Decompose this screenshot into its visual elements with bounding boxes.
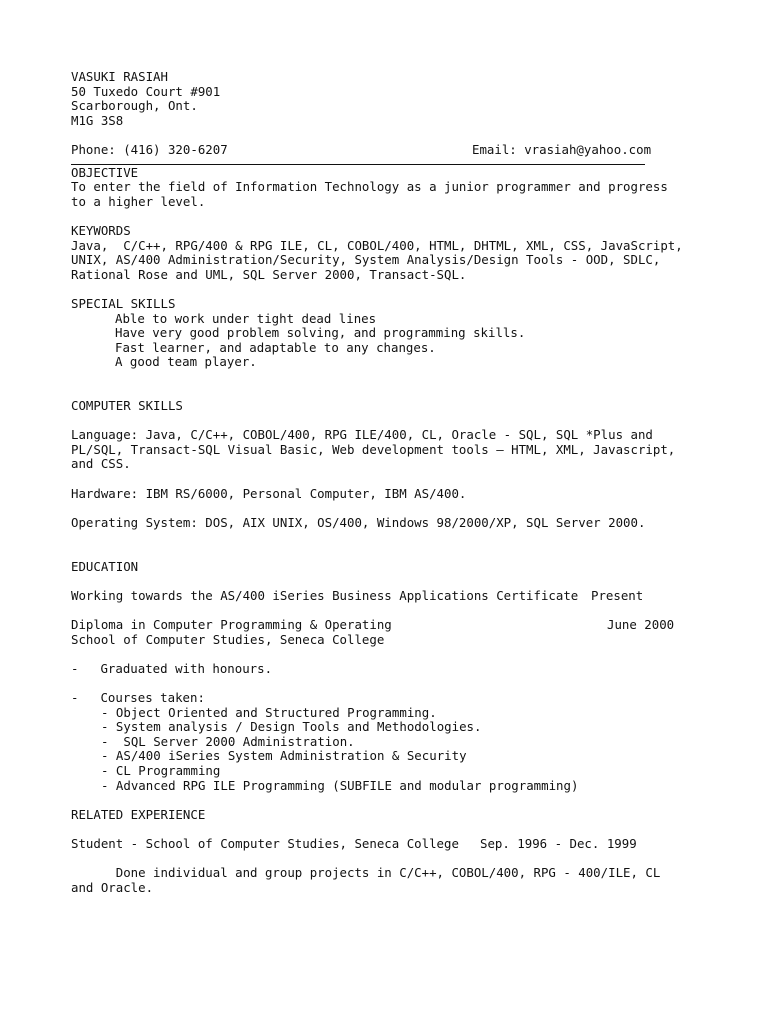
honours-row (71, 662, 711, 677)
special-skills-heading: SPECIAL SKILLS (71, 295, 176, 311)
name: VASUKI RASIAH (71, 69, 168, 84)
address-line-2: Scarborough, Ont. (71, 98, 198, 114)
experience-row (71, 837, 711, 852)
language-line: and CSS. (71, 456, 131, 472)
hardware-line: Hardware: IBM RS/6000, Personal Computer, IBM AS/400. (71, 485, 467, 501)
course-item: - CL Programming (101, 762, 221, 778)
experience-dates: Sep. 1996 - Dec. 1999 (480, 835, 637, 851)
skill-item: Have very good problem solving, and programming skills. (115, 325, 526, 341)
diploma-row (71, 618, 711, 633)
education-heading: EDUCATION (71, 558, 139, 574)
keywords-line: Java, C/C++, RPG/400 & RPG ILE, CL, COBOL/400, HTML, DHTML, XML, CSS, JavaScript, (71, 237, 683, 253)
contact-row (71, 143, 711, 158)
course-item: - AS/400 iSeries System Administration & Security (101, 748, 467, 764)
objective-line: to a higher level. (71, 193, 206, 209)
phone: Phone: (416) 320-6207 (71, 141, 228, 157)
address-line-1: 50 Tuxedo Court #901 (71, 83, 221, 99)
email: Email: vrasiah@yahoo.com (472, 141, 652, 157)
diploma: Diploma in Computer Programming & Operating (71, 616, 392, 632)
objective-heading: OBJECTIVE (71, 164, 139, 180)
postal-code: M1G 3S8 (71, 112, 124, 128)
course-item: - Object Oriented and Structured Programming. (101, 704, 437, 720)
skill-item: Fast learner, and adaptable to any changes. (115, 339, 436, 355)
skill-item: Able to work under tight dead lines (115, 310, 377, 326)
experience-desc: Done individual and group projects in C/C++, COBOL/400, RPG - 400/ILE, CL (71, 865, 661, 881)
resume-page (71, 70, 711, 895)
diploma-date: June 2000 (607, 616, 675, 632)
language-line: Language: Java, C/C++, COBOL/400, RPG ILE/400, CL, Oracle - SQL, SQL *Plus and (71, 427, 653, 443)
keywords-heading: KEYWORDS (71, 222, 131, 238)
courses-label: Courses taken: (100, 689, 205, 705)
certificate-date: Present (591, 587, 644, 603)
course-item: - System analysis / Design Tools and Methodologies. (101, 719, 482, 735)
keywords-line: Rational Rose and UML, SQL Server 2000, Transact-SQL. (71, 266, 467, 282)
experience-desc: and Oracle. (71, 879, 154, 895)
certificate: Working towards the AS/400 iSeries Business Applications Certificate (71, 587, 579, 603)
honours-dash: - (71, 660, 79, 676)
keywords-line: UNIX, AS/400 Administration/Security, System Analysis/Design Tools - OOD, SDLC, (71, 252, 661, 268)
honours: Graduated with honours. (100, 660, 273, 676)
course-item: - Advanced RPG ILE Programming (SUBFILE and modular programming) (101, 777, 579, 793)
divider (71, 158, 645, 165)
skill-item: A good team player. (115, 354, 257, 370)
school: School of Computer Studies, Seneca College (71, 631, 385, 647)
objective-line: To enter the field of Information Technology as a junior programmer and progress (71, 179, 668, 195)
language-line: PL/SQL, Transact-SQL Visual Basic, Web development tools – HTML, XML, Javascript, (71, 441, 676, 457)
courses-row (71, 691, 711, 706)
certificate-row (71, 589, 711, 604)
experience-heading: RELATED EXPERIENCE (71, 806, 206, 822)
courses-dash: - (71, 689, 79, 705)
computer-skills-heading: COMPUTER SKILLS (71, 398, 183, 414)
os-line: Operating System: DOS, AIX UNIX, OS/400, Windows 98/2000/XP, SQL Server 2000. (71, 514, 646, 530)
experience-role: Student - School of Computer Studies, Seneca College (71, 835, 459, 851)
course-item: - SQL Server 2000 Administration. (101, 733, 355, 749)
